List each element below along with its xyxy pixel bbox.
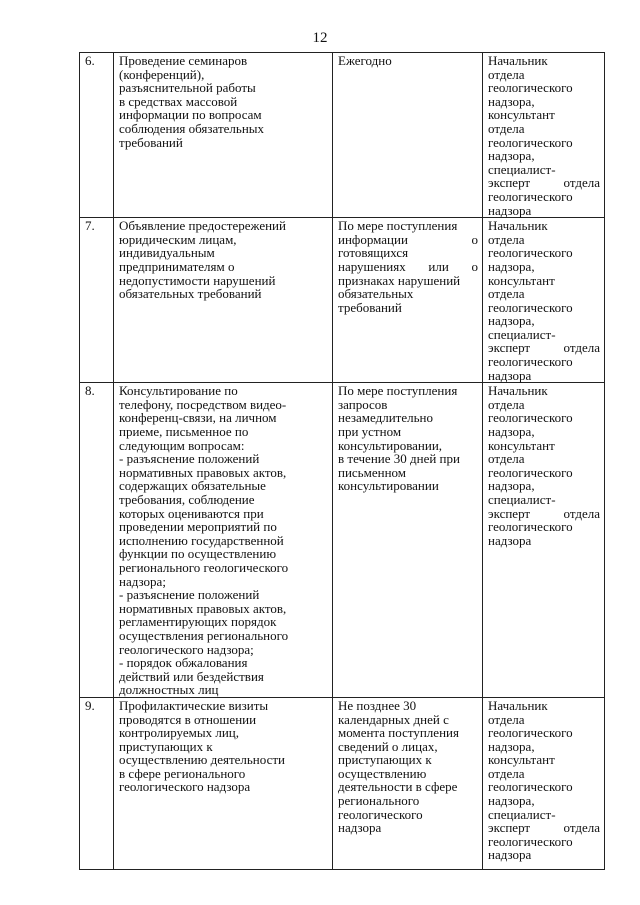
cell-text-line: недопустимости нарушений	[119, 272, 276, 288]
cell-text-line: Не позднее 30	[338, 697, 417, 713]
responsible-cell	[483, 697, 605, 869]
cell-text-line: консультант	[488, 752, 555, 768]
cell-text-line: надзора;	[119, 573, 166, 589]
cell-text-line: надзора,	[488, 478, 535, 494]
row-number: 8.	[80, 383, 114, 698]
cell-text-line: Начальник	[488, 383, 548, 399]
cell-text-line: консультант	[488, 107, 555, 123]
deadline-cell	[333, 218, 483, 383]
cell-text-line: требования, соблюдение	[119, 492, 255, 507]
cell-text-line: отдела	[488, 120, 525, 136]
cell-text-line: геологического	[338, 806, 423, 822]
cell-text-line: осуществлению деятельности	[119, 752, 285, 768]
cell-text-line: которых оцениваются при	[119, 505, 264, 521]
cell-text-line: телефону, посредством видео-	[119, 396, 287, 412]
cell-text-line: геологического надзора;	[119, 641, 254, 657]
cell-text-line: надзора,	[488, 93, 535, 109]
cell-text-line: консультант	[488, 437, 555, 453]
cell-text-line: геологического	[488, 134, 573, 150]
table-row	[80, 383, 605, 698]
cell-text-line: геологического	[488, 354, 573, 370]
cell-text-line: обязательных	[338, 286, 414, 302]
cell-text-line: регионального геологического	[119, 559, 289, 575]
cell-text-line: надзора	[488, 847, 532, 863]
cell-text-line: надзора	[488, 532, 532, 548]
cell-text-line: специалист-	[488, 806, 556, 822]
cell-text-line: - порядок обжалования	[119, 655, 248, 671]
cell-text-line: (конференций),	[119, 66, 205, 82]
cell-text-line: информации о	[338, 231, 478, 247]
table-row	[80, 218, 605, 383]
cell-text-line: геологического	[488, 245, 573, 261]
cell-text-line: Начальник	[488, 53, 548, 68]
deadline-cell	[333, 383, 483, 698]
responsible-cell	[483, 383, 605, 698]
cell-text-line: отдела	[488, 765, 525, 781]
cell-text-line: письменном	[338, 464, 407, 480]
cell-text-line: эксперт отдела	[488, 505, 600, 521]
cell-text-line: Консультирование по	[119, 383, 238, 399]
responsible-cell	[483, 53, 605, 218]
cell-text-line: геологического	[488, 410, 573, 426]
cell-text-line: По мере поступления	[338, 383, 458, 399]
cell-text-line: консультировании,	[338, 437, 443, 453]
cell-text-line: Профилактические визиты	[119, 697, 269, 713]
cell-text-line: регламентирующих порядок	[119, 614, 277, 630]
deadline-cell	[333, 53, 483, 218]
cell-text-line: геологического	[488, 725, 573, 741]
cell-text-line: деятельности в сфере	[338, 779, 458, 795]
cell-text-line: специалист-	[488, 161, 556, 177]
cell-text-line: содержащих обязательные	[119, 478, 266, 494]
cell-text-line: регионального	[338, 793, 420, 809]
plan-table-body	[80, 53, 605, 870]
cell-text-line: надзора,	[488, 148, 535, 164]
row-number: 9.	[80, 697, 114, 869]
cell-text-line: нарушениях или о	[338, 258, 478, 274]
cell-text-line: осуществлению	[338, 765, 427, 781]
cell-text-line: проведении мероприятий по	[119, 519, 277, 535]
cell-text-line: эксперт отдела	[488, 340, 600, 356]
cell-text-line: обязательных требований	[119, 286, 262, 302]
cell-text-line: требований	[119, 134, 183, 150]
cell-text-line: геологического	[488, 299, 573, 315]
cell-text-line: сведений о лицах,	[338, 738, 438, 754]
cell-text-line: признаках нарушений	[338, 272, 461, 288]
cell-text-line: отдела	[488, 711, 525, 727]
deadline-cell	[333, 697, 483, 869]
row-number: 6.	[80, 53, 114, 218]
cell-text-line: эксперт отдела	[488, 175, 600, 191]
cell-text-line: нормативных правовых актов,	[119, 464, 287, 480]
cell-text-line: отдела	[488, 451, 525, 467]
cell-text-line: - разъяснение положений	[119, 451, 260, 467]
cell-text-line: осуществления регионального	[119, 627, 289, 643]
cell-text-line: Начальник	[488, 697, 548, 713]
cell-text-line: индивидуальным	[119, 245, 215, 261]
cell-text-line: конференц-связи, на личном	[119, 410, 277, 426]
row-number: 7.	[80, 218, 114, 383]
cell-text-line: календарных дней с	[338, 711, 449, 727]
cell-text-line: должностных лиц	[119, 682, 219, 698]
cell-text-line: консультировании	[338, 478, 439, 494]
cell-text-line: предпринимателям о	[119, 258, 235, 274]
table-row	[80, 53, 605, 218]
responsible-cell	[483, 218, 605, 383]
cell-text-line: информации по вопросам	[119, 107, 262, 123]
cell-text-line: геологического надзора	[119, 779, 251, 795]
cell-text-line: надзора,	[488, 738, 535, 754]
cell-text-line: Ежегодно	[338, 53, 392, 68]
cell-text-line: - разъяснение положений	[119, 587, 260, 603]
cell-text-line: незамедлительно	[338, 410, 433, 426]
cell-text-line: проводятся в отношении	[119, 711, 257, 727]
cell-text-line: надзора	[488, 367, 532, 383]
cell-text-line: эксперт отдела	[488, 820, 600, 836]
cell-text-line: при устном	[338, 424, 402, 440]
cell-text-line: отдела	[488, 66, 525, 82]
cell-text-line: момента поступления	[338, 725, 459, 741]
cell-text-line: следующим вопросам:	[119, 437, 245, 453]
cell-text-line: приступающих к	[119, 738, 213, 754]
cell-text-line: готовящихся	[338, 245, 409, 261]
cell-text-line: геологического	[488, 833, 573, 849]
cell-text-line: специалист-	[488, 326, 556, 342]
cell-text-line: исполнению государственной	[119, 532, 284, 548]
cell-text-line: функции по осуществлению	[119, 546, 277, 562]
table-row	[80, 697, 605, 869]
cell-text-line: разъяснительной работы	[119, 80, 256, 96]
cell-text-line: отдела	[488, 286, 525, 302]
cell-text-line: Объявление предостережений	[119, 218, 286, 234]
cell-text-line: в средствах массовой	[119, 93, 238, 109]
cell-text-line: надзора,	[488, 424, 535, 440]
cell-text-line: в течение 30 дней при	[338, 451, 460, 467]
cell-text-line: геологического	[488, 464, 573, 480]
cell-text-line: действий или бездействия	[119, 668, 264, 684]
cell-text-line: надзора	[338, 820, 382, 836]
activity-cell	[114, 53, 333, 218]
activity-cell	[114, 383, 333, 698]
cell-text-line: запросов	[338, 396, 388, 412]
cell-text-line: надзора,	[488, 258, 535, 274]
cell-text-line: надзора,	[488, 313, 535, 329]
cell-text-line: отдела	[488, 231, 525, 247]
cell-text-line: Начальник	[488, 218, 548, 234]
cell-text-line: контролируемых лиц,	[119, 725, 240, 741]
plan-table	[79, 52, 605, 870]
activity-cell	[114, 697, 333, 869]
cell-text-line: приеме, письменное по	[119, 424, 249, 440]
cell-text-line: соблюдения обязательных	[119, 120, 265, 136]
cell-text-line: консультант	[488, 272, 555, 288]
cell-text-line: геологического	[488, 779, 573, 795]
cell-text-line: геологического	[488, 519, 573, 535]
cell-text-line: приступающих к	[338, 752, 432, 768]
page-number: 12	[312, 30, 328, 46]
cell-text-line: отдела	[488, 396, 525, 412]
activity-cell	[114, 218, 333, 383]
cell-text-line: требований	[338, 299, 402, 315]
cell-text-line: нормативных правовых актов,	[119, 600, 287, 616]
cell-text-line: в сфере регионального	[119, 765, 246, 781]
cell-text-line: юридическим лицам,	[119, 231, 237, 247]
cell-text-line: геологического	[488, 80, 573, 96]
cell-text-line: По мере поступления	[338, 218, 458, 234]
cell-text-line: геологического	[488, 188, 573, 204]
cell-text-line: Проведение семинаров	[119, 53, 248, 68]
cell-text-line: специалист-	[488, 492, 556, 507]
cell-text-line: надзора,	[488, 793, 535, 809]
cell-text-line: надзора	[488, 202, 532, 218]
